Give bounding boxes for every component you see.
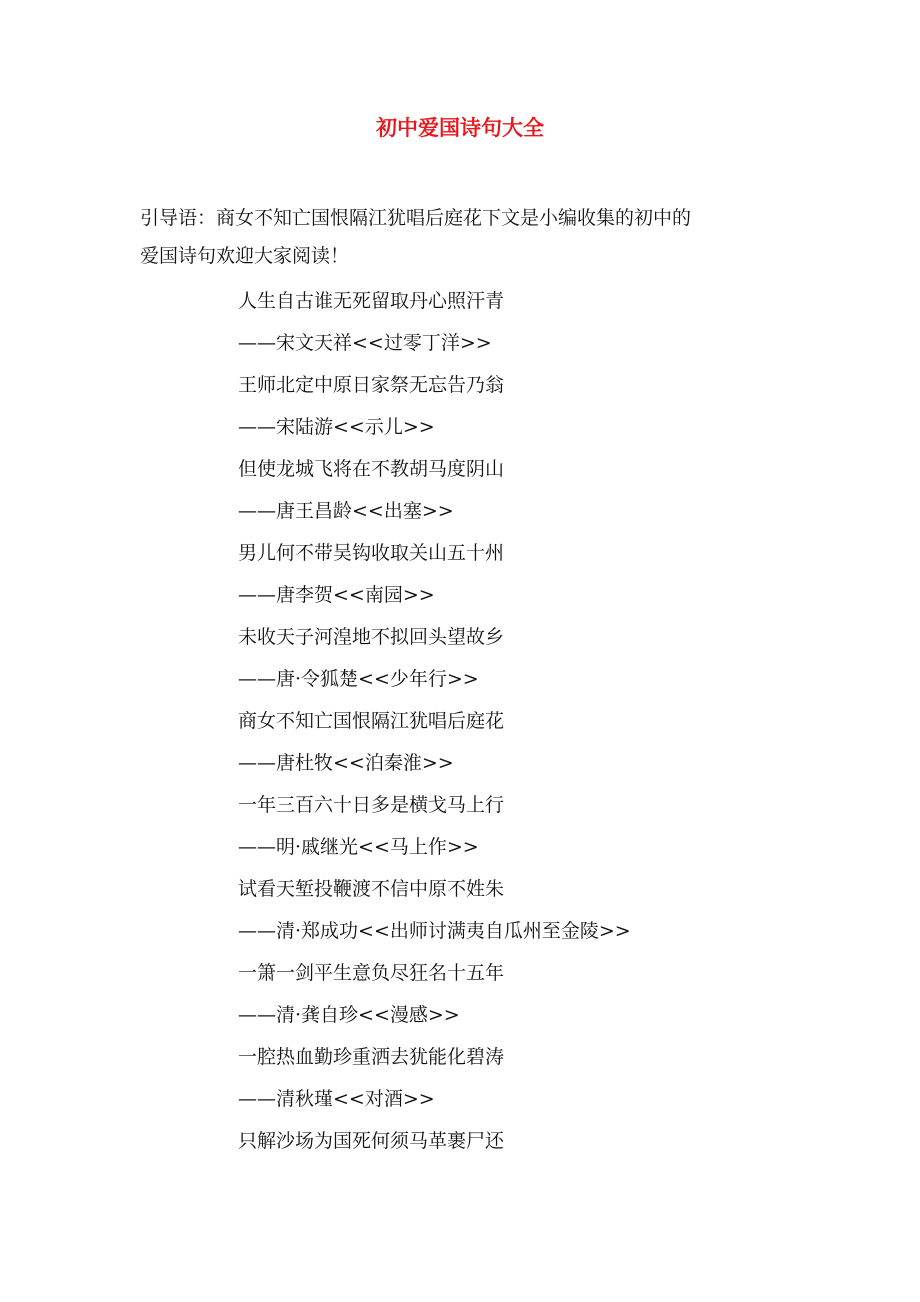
poem-verse: 人生自古谁无死留取丹心照汗青 [238,290,505,312]
poem-attribution: ——宋陆游<<示儿>> [238,416,435,438]
poem-verse: 一箫一剑平生意负尽狂名十五年 [238,962,505,984]
poem-attribution: ——清·龚自珍<<漫感>> [238,1004,460,1026]
intro-line: 引导语：商女不知亡国恨隔江犹唱后庭花下文是小编收集的初中的 [140,207,692,229]
poem-verse: 一腔热血勤珍重洒去犹能化碧涛 [238,1046,505,1068]
poem-verse: 但使龙城飞将在不教胡马度阴山 [238,458,505,480]
poem-verse: 只解沙场为国死何须马革裹尸还 [238,1130,505,1152]
poem-attribution: ——唐·令狐楚<<少年行>> [238,668,479,690]
poem-attribution: ——宋文天祥<<过零丁洋>> [238,332,492,354]
poem-attribution: ——唐李贺<<南园>> [238,584,435,606]
poem-verse: 商女不知亡国恨隔江犹唱后庭花 [238,710,505,732]
poem-attribution: ——唐杜牧<<泊秦淮>> [238,752,454,774]
poem-list [238,282,878,1164]
intro-line: 爱国诗句欢迎大家阅读！ [140,245,350,267]
page-title: 初中爱国诗句大全 [376,115,544,140]
intro-paragraph [140,199,780,275]
poem-attribution: ——清秋瑾<<对酒>> [238,1088,435,1110]
poem-verse: 试看天堑投鞭渡不信中原不姓朱 [238,878,505,900]
poem-verse: 一年三百六十日多是横戈马上行 [238,794,505,816]
poem-attribution: ——明·戚继光<<马上作>> [238,836,479,858]
poem-attribution: ——唐王昌龄<<出塞>> [238,500,454,522]
poem-verse: 王师北定中原日家祭无忘告乃翁 [238,374,505,396]
poem-verse: 男儿何不带吴钩收取关山五十州 [238,542,505,564]
poem-attribution: ——清·郑成功<<出师讨满夷自瓜州至金陵>> [238,920,631,942]
poem-verse: 未收天子河湟地不拟回头望故乡 [238,626,505,648]
